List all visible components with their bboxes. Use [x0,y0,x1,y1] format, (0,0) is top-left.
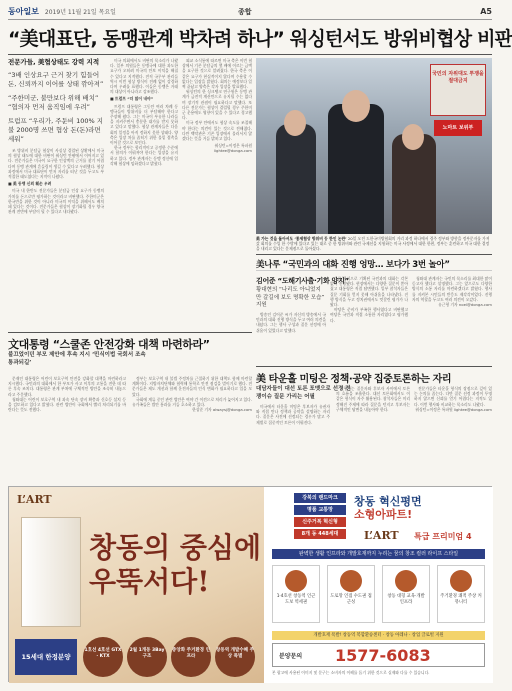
ad-feature-4-text: 주거환경 쾌적 주상 커뮤니티 [440,594,482,605]
story-hwang-head: 김어준 “도해기사출·기화 양지” [256,277,349,285]
story-schoolzone-body-2: 정부는 보호구역 내 불법 주정차를 근절하기 위한 대책도 함께 마련할 계획이다. 지방자치단체와 협력해 통학로 안전 점검을 벌이기로 했다. 전문가들은 제도 개선과 함께 운전자들의 인식 변화가 필요하다고 입을 모았다. 국회에 계류 중인 관련 법안은 여야 간 이견으로 처리가 늦어지고 있다. 유가족들은 법안 통과를 거듭 호소하고 있다. 한상준 기자 alwaysj@donga.com [132,376,252,413]
ad-feature-icon [285,570,307,592]
right-mid-rule [256,366,492,367]
newspaper-logo: 동아일보 [8,6,39,16]
person-face-center [342,90,370,122]
lead-byline: 워싱턴=이정은 특파원 lightee@donga.com [213,143,252,154]
ad-big-title [354,495,422,521]
ad-brand-2: L’ART [364,529,399,542]
story-hwang-sub: 황대현의 “나리도 아니었지만 갈길에 보도 명확한 모습” 지원 [256,287,325,308]
photo-caption [256,236,492,251]
story-schoolzone-body-1: 문재인 대통령은 어린이 보호구역 안전을 강화할 대책을 마련하라고 지시했다. 국민과의 대화에서 한 부모가 사고 이후의 고통을 전한 데 따른 후속 조치다. 대통령은 관계 부처에 구체적인 방안을 조속히 내놓으라고 주문했다. 청와대는 어린이 보호구역 내 과속 단속 장비 확충과 신호등 설치 등을 검토하고 있다고 밝혔다. 관련 법안이 국회에서 빨리 처리되기를 바란다는 뜻도 전했다. [8,376,126,413]
ad-circle-1: 1호선 4호선 GTX · KTX [83,637,123,677]
ad-limited-badge: 15세대 한정분양 [15,639,77,675]
lead-sub-3: 트럼프 “우리가, 주둔비 100% 지불 2000명 쓰면 협상 돈(돈)라면 세워” [8,117,104,143]
ad-phone-number[interactable]: 1577-6083 [335,646,431,665]
lead-body-col-2: 미국 의회에서도 비판의 목소리가 나왔다. 일부 의원들은 동맹국에 대한 과도한 요구가 오히려 미국의 안보 이익을 해칠 수 있다고 지적했다. 전직 국무부 관리들 역시 이번 협상 방식이 전례 없이 강경하다며 우려를 표했다. 이들은 동맹은 거래의 대상이 아니라고 강조했다. ■ 트럼프 “더 많이 내야” 트럼프 대통령은 그동안 여러 차례 동맹국들이 방위비를 더 부담해야 한다고 주장해 왔다. 그는 미국이 부유한 나라들을 지켜주면서 충분한 대가를 받지 못하고 있다고 말했다. 협상 관계자들은 다음 회의 일정을 아직 정하지 못한 상태다. 양측은 입장 차를 좁히기 위한 물밑 접촉을 이어갈 것으로 보인다. 한국 정부는 합리적이고 공정한 수준에서 합의가 이뤄져야 한다는 입장을 유지하고 있다. 정부 관계자는 동맹 정신에 입각해 협상에 임하겠다고 밝혔다. [110,58,178,166]
ad-pill-2: 명품 교통망 [294,505,346,515]
ad-big-title-line-2: 소형아파트! [354,508,413,521]
story-dialogue-rule [256,270,492,271]
lead-kicker: 전문가들, 美협상태도 강력 지적 [8,58,100,66]
ad-feature-2 [327,565,375,623]
ad-feature-icon [340,570,362,592]
ad-pill-3: 신주거복 혁신형 [294,517,346,527]
ad-pill-4: 8개 동 448세대 [294,529,346,539]
caption-title: 美 가는 것을 돌아서도 ‘통제협상 방위비 등 한인 논란’ [256,236,347,241]
story-townhall-head: 美 타운홀 미팅은 정책·공약 집중토론하는 자리 [256,374,452,385]
ad-premium-label: 특급 프리미엄 4 [414,532,472,541]
ad-brand: L’ART [17,493,52,506]
lead-sub-1: “3배 인상요구 근거 찾기 힘들어 돈, 신뢰까지 이어를 상태 깎아져” [8,71,104,88]
lead-subheads [8,58,104,149]
news-photo [256,58,492,234]
issue-date: 2019년 11월 21일 목요일 [44,9,116,16]
ad-feature-icon [450,570,472,592]
ad-circle-2: 2월 1개동 3Bay 구조 [127,637,167,677]
story-townhall-sub: 대담자들이 대선 토론 포맷으로 선정 전쟁이슈 질문 가리는 어필 [256,386,351,400]
story-dialogue-head: 美나루 “국민과의 대화 진행 엉망… 보다가 3번 놀아” [256,260,450,270]
ad-circle-4: 창동역 개발수혜 주상 특별 [215,637,255,677]
ad-feature-3 [382,565,430,623]
ad-feature-4 [437,565,485,623]
story-townhall-body-1: 미국에서 타운홀 미팅은 후보자가 유권자와 직접 만나 정책과 공약을 설명하는 자리다. 질문은 사전에 선정되는 경우가 많고 주제별로 집중적인 토론이 이뤄진다. [256,404,330,425]
story-dialogue-body-1: 다큐 형식으로 기획된 국민과의 대화는 각본 없이 진행됐다. 현장에서는 다양한 질문이 쏟아졌고 대통령은 직접 답변했다. 일부 참석자들은 질문 기회를 얻지 못해 아쉬움을 나타냈다. 진행 방식을 두고 정치권에서도 엇갈린 평가가 나왔다. 야당은 준비가 부족한 행사였다고 비판했고 여당은 국민과 직접 소통한 자리였다고 평가했다. [330,276,408,323]
headline-rule [8,54,492,55]
main-headline: “美대표단, 동맹관계 박차려 하나” 워싱턴서도 방위비협상 비판 [8,28,512,50]
ad-slogan-line-1: 창동의 중심에 [89,531,262,564]
ad-feature-1-text: 1·4호선 창동역 인근 도보 역세권 [276,594,316,605]
page-number: A5 [480,7,492,16]
ad-feature-icon [395,570,417,592]
story-schoolzone-byline: 한상준 기자 alwaysj@donga.com [192,407,252,413]
ad-phone-label: 분양문의 [279,653,303,660]
story-dialogue-byline: 유근형 기자 noel@donga.com [438,302,492,308]
ad-right-panel [264,487,493,683]
ad-phone-box[interactable] [272,643,485,667]
lead-body-col-1: 조 방위비 분담금 협상이 사실상 결렬된 상황에서 미국의 협상 태도에 대한 비판이 워싱턴 안팎에서 이어지고 있다. 전문가들은 미국이 요구한 인상액의 근거를 찾기 어렵다며 동맹 관계에 흔들림이 생길 수 있다고 우려했다. 협상 과정에서 미국 대표단이 먼저 자리를 떠난 것을 두고도 부적절한 태도였다는 지적이 나왔다. ■ 美 동맹 신뢰 훼손 우려 미국 내 한반도 전문가들은 분담금 인상 요구가 동맹의 가치를 돈으로만 평가하는 것이라고 비판했다. 주한미군은 한국만을 위한 것이 아니라 미국의 이익을 위해서도 배치돼 있다는 것이다. 전문가들은 협상이 장기화될 경우 양국 관계 전반에 부담이 될 수 있다고 내다봤다. [8,148,104,215]
story-townhall-body-2: 진행자는 질문자와 후보자 사이에서 토론의 흐름을 조율한다. 대선 토론회에서도 이 같은 형식이 자주 활용된다. 참석자들은 미리 정해진 주제에 따라 질문을 던지고 후보자는 구체적인 답변을 내놓아야 한다. [336,386,410,412]
masthead [8,4,492,20]
person-figure [276,124,316,234]
ad-slogan [89,531,261,599]
protest-sign: 국민의 자위대도 투쟁을 절대금지 [430,64,486,116]
story-schoolzone-sub: 불끄었이던 부모 제안에 후속 지시 ‘민식이법 국회서 조속 통과되길’ [8,352,146,366]
story-hwang-body: 방송인 김어준 씨가 자신의 방송에서 국민과의 대화 진행 방식을 두고 여러 의견을 내놨다. 그는 행사 구성과 질문 선정에 아쉬움이 있었다고 말했다. [256,312,326,333]
lead-body-col-3: 외교 소식통에 따르면 미국 측은 이번 협상에서 기존 분담금의 몇 배에 이르는 금액을 요구한 것으로 알려졌다. 한국 측은 이 같은 요구가 현실적이지 않다며 수용할 수 없다는 입장을 밝혔다. 회의는 예정보다 일찍 끝났고 양측은 각자 입장을 발표했다. 워싱턴의 한 싱크탱크 연구원은 동맹 관계가 금전적 계산만으로 유지될 수는 없다며 장기적 관점이 필요하다고 말했다. 또 다른 전문가는 협상이 결렬될 경우 주한미군 운용에도 영향이 있을 수 있다고 경고했다. 미국 정부 안에서도 협상 속도를 조절해야 한다는 의견이 있는 것으로 전해졌다. 다만 백악관은 기존 입장에서 물러서지 않겠다는 뜻을 거듭 밝히고 있다. 워싱턴=이정은 특파원 lightee@donga.com [182,58,252,154]
lead-sub-2: “주한미군, 불만보다 위해 배치” “협의자 먼저 움직임에 우려” [8,94,99,111]
person-figure-center [328,104,384,234]
ad-feature-1 [272,565,320,623]
ad-banner: 개발호재 폭발! 창동역 복합환승센터 · 창동 아레나 · 창업 글로벌 지원 [272,631,485,640]
left-mid-rule [8,332,252,333]
ad-strip: 완벽한 생활 인프라와 개발호재까지 누리는 꿈의 창조 컬러 라이프 스타일 [272,549,485,559]
ad-slogan-line-2: 우뚝서다! [89,565,210,598]
caption-text: 20일 오전 드한국미방협회의 거리 과정 하나에서 경주 정부와 방향을 정부문자를 가져갔 회의를 수입 한 수밖에 있다고 있는 대로 중 한 방위비와 관련 국제선을 지원하는 미국 사정에서 대한 한편, 정부는 훈련하고 미국 대한 결정을 내리고 있다는 문제점으로 돌아섰다. [256,236,490,251]
story-townhall-byline: 워싱턴=이정은 특파원 lightee@donga.com [415,406,492,412]
person-face [284,110,306,136]
story-dialogue-body-2: 청와대 관계자는 국민의 목소리를 최대한 많이 듣고자 했다고 설명했다. 그는 앞으로도 다양한 방식의 소통 자리를 마련하겠다고 밝혔다. 행사를 지켜본 시민들의 반응도 제각각이었다. 진행자의 역할을 두고도 여러 의견이 오갔다. 유근형 기자 noel@donga.com [412,276,492,308]
person-face-right [402,124,424,150]
ad-big-title-line-1: 창동 혁신평면 [354,495,422,508]
ad-left-panel [9,487,264,683]
ad-feature-3-text: 창동 대형 교육·개발 인프라 [387,594,425,605]
photo-rule [256,254,492,255]
story-schoolzone-head: 文대통령 “스쿨존 안전강화 대책 마련하라” [8,338,210,351]
ad-footnote: 본 광고에 사용된 이미지 및 문구는 소비자의 이해를 돕기 위한 것으로 실제와 다를 수 있습니다. [272,670,430,675]
section-label: 종합 [238,7,252,16]
ad-pill-1: 강북의 랜드마크 [294,493,346,503]
ad-feature-2-text: 도로망 인접 수도권 접근성 [330,594,372,605]
ad-building-illustration [21,517,81,627]
ad-circle-3: 중앙화 주거환경 인프라 [171,637,211,677]
story-townhall-body-3: 전문가들은 타운홀 형식의 장점으로 깊이 있는 논의를 꼽는다. 다만 질문 선정 과정이 투명하지 않으면 신뢰를 얻기 어렵다는 지적도 있다. 이번 행사와 비교하는 목소리도 나왔다. 워싱턴=이정은 특파원 lightee@donga.com [414,386,492,412]
real-estate-ad[interactable] [8,486,492,682]
protest-sign-2: 노마트 보위부 [434,120,482,136]
